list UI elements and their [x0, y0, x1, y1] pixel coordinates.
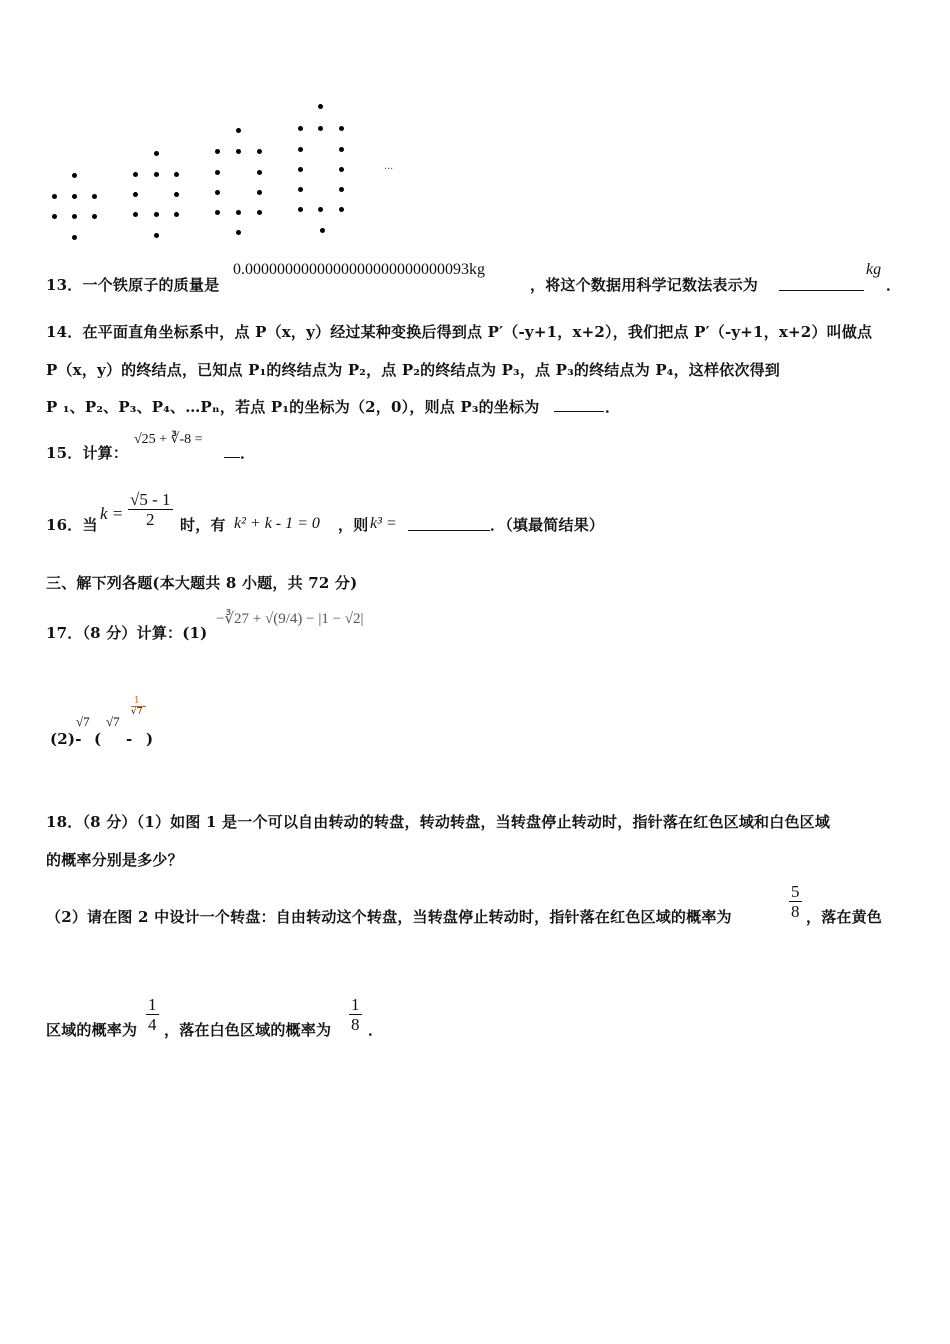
dot — [236, 230, 241, 235]
q16-k-equals: k = — [100, 504, 124, 523]
q18-yellow-numerator: 1 — [148, 995, 157, 1014]
dot — [257, 170, 262, 175]
dot — [298, 167, 303, 172]
q17-sqrt7-b: √7 — [106, 714, 120, 729]
q16-end: ．（填最简结果） — [490, 516, 605, 534]
dot — [52, 214, 57, 219]
q18-line4-prefix: 区域的概率为 — [46, 1021, 138, 1039]
dot — [236, 149, 241, 154]
q13-unit: kg — [866, 261, 882, 278]
dot — [72, 214, 77, 219]
q18-white-numerator: 1 — [351, 995, 360, 1014]
q16-fraction — [128, 490, 173, 529]
dot — [154, 233, 159, 238]
dot — [339, 126, 344, 131]
q16-k-cubed: k³ = — [370, 515, 397, 532]
q15-expression: √25 + ∛-8 = — [134, 432, 203, 447]
q18-yellow-denominator: 4 — [148, 1015, 157, 1034]
dot — [133, 192, 138, 197]
dot — [174, 212, 179, 217]
dot — [133, 172, 138, 177]
dot — [298, 187, 303, 192]
q17-fraction-bar — [131, 706, 146, 707]
q17-prefix: 17．（8 分）计算：(1) — [46, 624, 208, 642]
dot — [257, 190, 262, 195]
q18-red-denominator: 8 — [791, 902, 800, 921]
q14-end: ． — [605, 398, 621, 416]
q16-numerator: √5 - 1 — [130, 490, 171, 509]
dot — [52, 194, 57, 199]
q18-yellow-fraction — [146, 995, 159, 1034]
dot — [215, 190, 220, 195]
q16-prefix: 16．当 — [46, 516, 98, 534]
dot — [215, 210, 220, 215]
dot — [92, 194, 97, 199]
dot — [320, 228, 325, 233]
q14-line1: 14．在平面直角坐标系中，点 P（x，y）经过某种变换后得到点 P′（-y+1，x+2），我们把点 P′（-y+1，x+2）叫做点 — [46, 323, 873, 341]
q17-sqrt7-a: √7 — [76, 714, 90, 729]
dot — [257, 210, 262, 215]
dot — [339, 167, 344, 172]
q17-sqrt7-c: √7 — [131, 707, 143, 717]
q13-number: 0.0000000000000000000000000093kg — [233, 261, 485, 278]
dot — [215, 149, 220, 154]
q18-part2-prefix: （2）请在图 2 中设计一个转盘：自由转动这个转盘，当转盘停止转动时，指针落在红色区域的概率为 — [46, 908, 732, 926]
dot — [339, 207, 344, 212]
dot — [318, 126, 323, 131]
q16-mid2: ，则 — [338, 516, 369, 534]
q18-red-fraction — [789, 882, 802, 921]
q14-line3: P ₁、P₂、P₃、P₄、…Pₙ，若点 P₁的坐标为（2，0），则点 P₃的坐标为 — [46, 398, 540, 416]
dot — [72, 173, 77, 178]
dot — [154, 151, 159, 156]
q13-middle: ，将这个数据用科学记数法表示为 — [530, 276, 759, 294]
dot — [298, 147, 303, 152]
dot — [215, 170, 220, 175]
dot — [154, 172, 159, 177]
section-3-title: 三、解下列各题(本大题共 8 小题，共 72 分) — [46, 574, 358, 592]
dot — [133, 212, 138, 217]
q15-prefix: 15．计算： — [46, 444, 129, 462]
q17-paren-close: ) — [146, 730, 154, 748]
q18-line1: 18．（8 分）（1）如图 1 是一个可以自由转动的转盘，转动转盘，当转盘停止转动时，指针落在红色区域和白色区域 — [46, 813, 831, 831]
dot — [298, 207, 303, 212]
q18-part2-suffix: ，落在黄色 — [806, 908, 883, 926]
q18-line2: 的概率分别是多少？ — [46, 851, 183, 869]
dot — [92, 214, 97, 219]
dot — [154, 212, 159, 217]
q18-line4-mid: ，落在白色区域的概率为 — [164, 1021, 332, 1039]
q14-answer-blank — [554, 397, 604, 412]
q14-line2: P（x，y）的终结点，已知点 P₁的终结点为 P₂，点 P₂的终结点为 P₃，点 P₃的终结点为 P₄，这样依次得到 — [46, 361, 780, 379]
q13-end: ． — [886, 276, 902, 294]
dot — [298, 126, 303, 131]
dot — [236, 128, 241, 133]
dot — [339, 147, 344, 152]
dot — [339, 187, 344, 192]
q18-red-numerator: 5 — [791, 882, 800, 901]
dot — [72, 235, 77, 240]
q17-minus: - — [126, 730, 133, 748]
q16-denominator: 2 — [128, 509, 173, 529]
q17-part2: (2)- — [50, 730, 82, 748]
dot — [318, 104, 323, 109]
dot — [174, 172, 179, 177]
q18-white-fraction — [349, 995, 362, 1034]
q18-line4-end: ． — [368, 1021, 384, 1039]
dot — [236, 210, 241, 215]
q13-prefix: 13．一个铁原子的质量是 — [46, 276, 220, 294]
q16-answer-blank — [408, 516, 490, 531]
dot — [257, 149, 262, 154]
ellipsis: ... — [384, 160, 394, 172]
q18-white-denominator: 8 — [351, 1015, 360, 1034]
q16-equation: k² + k - 1 = 0 — [234, 515, 320, 532]
dot — [174, 192, 179, 197]
q13-answer-blank — [779, 276, 864, 291]
dot — [318, 207, 323, 212]
dot — [72, 194, 77, 199]
q15-end: ． — [240, 444, 256, 462]
q17-paren-open: ( — [94, 730, 102, 748]
q16-mid: 时，有 — [180, 516, 226, 534]
q17-one: 1 — [134, 696, 140, 706]
q15-answer-blank — [224, 443, 240, 458]
q17-expression-1: −∛27 + √(9/4) − |1 − √2| — [216, 611, 364, 627]
